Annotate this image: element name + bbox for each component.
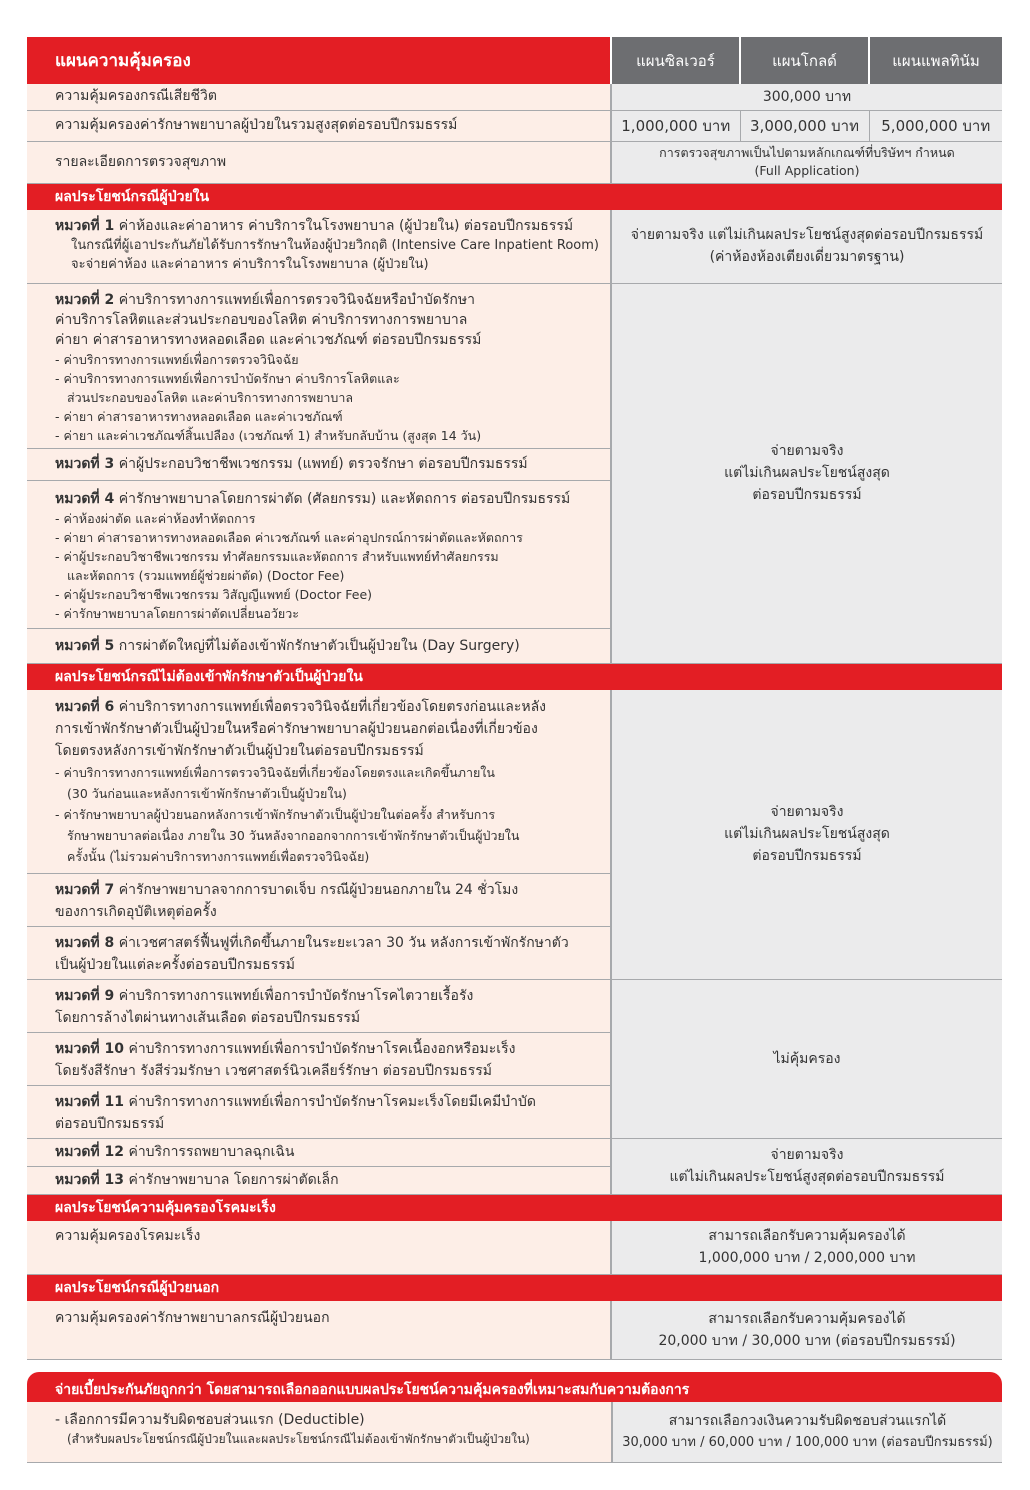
- category-1: [27, 210, 611, 283]
- section-header-cancer: [27, 1194, 1002, 1221]
- plan-silver-header: แผนซิลเวอร์: [611, 37, 740, 84]
- category-prefix: หมวดที่ 8: [55, 934, 115, 951]
- category-text: ค่าบริการทางการแพทย์เพื่อการบำบัดรักษาโรคเนื้องอกหรือมะเร็ง: [128, 1040, 516, 1057]
- section-title: ผลประโยชน์ความคุ้มครองโรคมะเร็ง: [27, 1194, 1002, 1221]
- category-9: [27, 979, 611, 1032]
- category-sub: รักษาพยาบาลต่อเนื่อง ภายใน 30 วันหลังจากออกจากการเข้าพักรักษาตัวเป็นผู้ป่วยใน: [67, 828, 520, 843]
- category-12: [27, 1138, 611, 1166]
- category-text: ค่ารักษาพยาบาลจากการบาดเจ็บ กรณีผู้ป่วยนอกภายใน 24 ชั่วโมง: [118, 881, 519, 898]
- section-title: ผลประโยชน์กรณีไม่ต้องเข้าพักรักษาตัวเป็นผู้ป่วยใน: [27, 663, 1002, 690]
- table-row: [27, 141, 1002, 183]
- category-sub: จะจ่ายค่าห้อง และค่าอาหาร ค่าบริการในโรงพยาบาล (ผู้ป่วยใน): [71, 257, 429, 272]
- table-title: แผนความคุ้มครอง: [27, 37, 611, 84]
- table-header: [27, 37, 1002, 84]
- deductible-label: - เลือกการมีความรับผิดชอบส่วนแรก (Deductible): [55, 1411, 365, 1428]
- silver-max-value: 1,000,000 บาท: [611, 110, 740, 141]
- category-sub: - ค่ายา ค่าสารอาหารทางหลอดเลือด ค่าเวชภัณฑ์ และค่าอุปกรณ์การผ่าตัดและหัตถการ: [55, 529, 523, 545]
- table-row: [27, 1138, 1002, 1166]
- category-text: ค่าบริการทางการแพทย์เพื่อการบำบัดรักษาโรคมะเร็งโดยมีเคมีบำบัด: [128, 1093, 536, 1110]
- value-line: สามารถเลือกรับความคุ้มครองได้: [708, 1310, 906, 1327]
- category-12-13-value: [611, 1138, 1002, 1194]
- category-text: การเข้าพักรักษาตัวเป็นผู้ป่วยในหรือค่ารักษาพยาบาลผู้ป่วยนอกต่อเนื่องที่เกี่ยวข้อง: [55, 721, 538, 737]
- category-sub: - ค่าห้องผ่าตัด และค่าห้องทำหัตถการ: [55, 510, 256, 526]
- table-row: [27, 690, 1002, 873]
- category-text: การผ่าตัดใหญ่ที่ไม่ต้องเข้าพักรักษาตัวเป็นผู้ป่วยใน (Day Surgery): [118, 637, 520, 654]
- deductible-note: (สำหรับผลประโยชน์กรณีผู้ป่วยในและผลประโยชน์กรณีไม่ต้องเข้าพักรักษาตัวเป็นผู้ป่วยใน): [67, 1431, 530, 1446]
- value-line: ต่อรอบปีกรมธรรม์: [752, 487, 862, 503]
- death-value: 300,000 บาท: [611, 84, 1002, 110]
- deductible-banner: จ่ายเบี้ยประกันภัยถูกกว่า โดยสามารถเลือกออกแบบผลประโยชน์ความคุ้มครองที่เหมาะสมกับความต้องการ: [27, 1372, 1002, 1402]
- table-row: [27, 283, 1002, 448]
- section-title: ผลประโยชน์กรณีผู้ป่วยนอก: [27, 1274, 1002, 1301]
- category-3: [27, 448, 611, 480]
- category-prefix: หมวดที่ 1: [55, 218, 115, 234]
- category-sub: - ค่าบริการทางการแพทย์เพื่อการตรวจวินิจฉัย: [55, 351, 299, 367]
- health-check-label: รายละเอียดการตรวจสุขภาพ: [27, 141, 611, 183]
- category-text: ค่าเวชศาสตร์ฟื้นฟูที่เกิดขึ้นภายในระยะเวลา 30 วัน หลังการเข้าพักรักษาตัว: [118, 934, 569, 951]
- category-sub: ครั้งนั้น (ไม่รวมค่าบริการทางการแพทย์เพื่อตรวจวินิจฉัย): [67, 849, 370, 864]
- deductible-label-cell: [27, 1402, 611, 1462]
- category-2: [27, 283, 611, 448]
- category-sub: ในกรณีที่ผู้เอาประกันภัยได้รับการรักษาในห้องผู้ป่วยวิกฤติ (Intensive Care Inpatient Room): [71, 238, 599, 253]
- category-text: ค่าห้องและค่าอาหาร ค่าบริการในโรงพยาบาล (ผู้ป่วยใน) ต่อรอบปีกรมธรรม์: [118, 218, 574, 234]
- category-10: [27, 1032, 611, 1085]
- category-text: โดยรังสีรักษา รังสีร่วมรักษา เวชศาสตร์นิวเคลียร์รักษา ต่อรอบปีกรมธรรม์: [55, 1062, 493, 1079]
- category-prefix: หมวดที่ 9: [55, 987, 115, 1004]
- section-title: ผลประโยชน์กรณีผู้ป่วยใน: [27, 183, 1002, 210]
- category-sub: - ค่ายา ค่าสารอาหารทางหลอดเลือด และค่าเวชภัณฑ์: [55, 408, 343, 424]
- category-sub: - ค่ารักษาพยาบาลโดยการผ่าตัดเปลี่ยนอวัยวะ: [55, 605, 299, 621]
- category-text: ต่อรอบปีกรมธรรม์: [55, 1115, 165, 1132]
- category-prefix: หมวดที่ 11: [55, 1093, 124, 1110]
- category-5: [27, 628, 611, 663]
- category-sub: - ค่าผู้ประกอบวิชาชีพเวชกรรม ทำศัลยกรรมและหัตถการ สำหรับแพทย์ทำศัลยกรรม: [55, 548, 499, 564]
- category-8: [27, 926, 611, 979]
- outpatient-label: ความคุ้มครองค่ารักษาพยาบาลกรณีผู้ป่วยนอก: [27, 1301, 611, 1359]
- category-text: ค่ารักษาพยาบาลโดยการผ่าตัด (ศัลยกรรม) และหัตถการ ต่อรอบปีกรมธรรม์: [118, 490, 571, 507]
- value-line: 30,000 บาท / 60,000 บาท / 100,000 บาท (ต่อรอบปีกรมธรรม์): [622, 1434, 993, 1450]
- cancer-value: [611, 1221, 1002, 1274]
- category-sub: - ค่าผู้ประกอบวิชาชีพเวชกรรม วิสัญญีแพทย์ (Doctor Fee): [55, 586, 373, 602]
- value-line: ต่อรอบปีกรมธรรม์: [752, 848, 862, 865]
- health-check-value: [611, 141, 1002, 183]
- category-6-8-value: [611, 690, 1002, 979]
- category-text: ค่าบริการทางการแพทย์เพื่อการบำบัดรักษาโรคไตวายเรื้อรัง: [118, 987, 474, 1004]
- category-text: ค่าบริการทางการแพทย์เพื่อการตรวจวินิจฉัยหรือบำบัดรักษา: [118, 291, 475, 308]
- cancer-label: ความคุ้มครองโรคมะเร็ง: [27, 1221, 611, 1274]
- section-header-outpatient: [27, 1274, 1002, 1301]
- health-check-line2: (Full Application): [754, 163, 860, 178]
- category-sub: - ค่ารักษาพยาบาลผู้ป่วยนอกหลังการเข้าพักรักษาตัวเป็นผู้ป่วยในต่อครั้ง สำหรับการ: [55, 807, 496, 822]
- category-sub: - ค่ายา และค่าเวชภัณฑ์สิ้นเปลือง (เวชภัณฑ์ 1) สำหรับกลับบ้าน (สูงสุด 14 วัน): [55, 427, 482, 443]
- value-line: 20,000 บาท / 30,000 บาท (ต่อรอบปีกรมธรรม์): [658, 1332, 956, 1349]
- category-sub: (30 วันก่อนและหลังการเข้าพักรักษาตัวเป็นผู้ป่วยใน): [67, 786, 347, 801]
- category-text: ค่าผู้ประกอบวิชาชีพเวชกรรม (แพทย์) ตรวจรักษา ต่อรอบปีกรมธรรม์: [118, 456, 528, 472]
- table-row: [27, 210, 1002, 283]
- value-line: แต่ไม่เกินผลประโยชน์สูงสุด: [724, 465, 890, 481]
- value-line: 1,000,000 บาท / 2,000,000 บาท: [698, 1250, 916, 1267]
- coverage-table-page: [27, 37, 1002, 1463]
- value-line: สามารถเลือกวงเงินความรับผิดชอบส่วนแรกได้: [668, 1412, 947, 1429]
- category-text: โดยตรงหลังการเข้าพักรักษาตัวเป็นผู้ป่วยในต่อรอบปีกรมธรรม์: [55, 743, 424, 759]
- category-text: ค่าบริการรถพยาบาลฉุกเฉิน: [128, 1144, 295, 1160]
- value-line: จ่ายตามจริง แต่ไม่เกินผลประโยชน์สูงสุดต่อรอบปีกรมธรรม์: [630, 227, 984, 244]
- category-text: ค่าบริการทางการแพทย์เพื่อตรวจวินิจฉัยที่เกี่ยวข้องโดยตรงก่อนและหลัง: [118, 699, 546, 715]
- category-11: [27, 1085, 611, 1138]
- death-label: ความคุ้มครองกรณีเสียชีวิต: [27, 84, 611, 110]
- category-9-11-value: ไม่คุ้มครอง: [611, 979, 1002, 1138]
- category-prefix: หมวดที่ 6: [55, 699, 115, 715]
- category-sub: - ค่าบริการทางการแพทย์เพื่อการบำบัดรักษา ค่าบริการโลหิตและ: [55, 370, 400, 386]
- category-text: ค่าบริการโลหิตและส่วนประกอบของโลหิต ค่าบริการทางการพยาบาล: [55, 311, 468, 328]
- table-row: [27, 1221, 1002, 1274]
- value-line: แต่ไม่เกินผลประโยชน์สูงสุด: [724, 826, 890, 843]
- gold-max-value: 3,000,000 บาท: [740, 110, 869, 141]
- category-prefix: หมวดที่ 10: [55, 1040, 124, 1057]
- max-annual-label: ความคุ้มครองค่ารักษาพยาบาลผู้ป่วยในรวมสูงสุดต่อรอบปีกรมธรรม์: [27, 110, 611, 141]
- category-sub: - ค่าบริการทางการแพทย์เพื่อการตรวจวินิจฉัยที่เกี่ยวข้องโดยตรงและเกิดขึ้นภายใน: [55, 765, 495, 780]
- value-line: สามารถเลือกรับความคุ้มครองได้: [708, 1228, 906, 1245]
- category-7: [27, 873, 611, 926]
- category-text: ค่ารักษาพยาบาล โดยการผ่าตัดเล็ก: [128, 1172, 339, 1188]
- table-row: [27, 110, 1002, 141]
- table-row: [27, 979, 1002, 1032]
- plan-platinum-header: แผนแพลทินัม: [869, 37, 1002, 84]
- category-sub: ส่วนประกอบของโลหิต และค่าบริการทางการพยาบาล: [67, 389, 354, 405]
- value-line: จ่ายตามจริง: [770, 1147, 844, 1163]
- category-4: [27, 480, 611, 628]
- category-2-5-value: [611, 283, 1002, 663]
- plan-gold-header: แผนโกลด์: [740, 37, 869, 84]
- value-line: จ่ายตามจริง: [770, 804, 844, 821]
- coverage-table: [27, 37, 1002, 1360]
- platinum-max-value: 5,000,000 บาท: [869, 110, 1002, 141]
- category-13: [27, 1166, 611, 1194]
- deductible-value: [611, 1402, 1002, 1462]
- outpatient-value: [611, 1301, 1002, 1359]
- value-line: แต่ไม่เกินผลประโยชน์สูงสุดต่อรอบปีกรมธรรม์: [669, 1169, 945, 1185]
- deductible-row: [27, 1402, 1002, 1463]
- category-text: ค่ายา ค่าสารอาหารทางหลอดเลือด และค่าเวชภัณฑ์ ต่อรอบปีกรมธรรม์: [55, 331, 482, 348]
- category-prefix: หมวดที่ 4: [55, 490, 115, 507]
- health-check-line1: การตรวจสุขภาพเป็นไปตามหลักเกณฑ์ที่บริษัทฯ กำหนด: [659, 145, 955, 160]
- value-line: จ่ายตามจริง: [770, 443, 844, 459]
- category-text: ของการเกิดอุบัติเหตุต่อครั้ง: [55, 903, 217, 920]
- value-line: (ค่าห้องห้องเตียงเดี่ยวมาตรฐาน): [709, 249, 905, 266]
- category-prefix: หมวดที่ 13: [55, 1172, 124, 1188]
- category-prefix: หมวดที่ 3: [55, 456, 115, 472]
- section-header-inpatient: [27, 183, 1002, 210]
- category-prefix: หมวดที่ 12: [55, 1144, 124, 1160]
- category-prefix: หมวดที่ 5: [55, 637, 115, 654]
- category-1-value: [611, 210, 1002, 283]
- category-text: เป็นผู้ป่วยในแต่ละครั้งต่อรอบปีกรมธรรม์: [55, 956, 295, 973]
- category-prefix: หมวดที่ 2: [55, 291, 115, 308]
- category-sub: และหัตถการ (รวมแพทย์ผู้ช่วยผ่าตัด) (Doctor Fee): [67, 567, 345, 583]
- category-prefix: หมวดที่ 7: [55, 881, 115, 898]
- table-row: [27, 1301, 1002, 1359]
- section-header-non-admit: [27, 663, 1002, 690]
- table-row: [27, 84, 1002, 110]
- category-text: โดยการล้างไตผ่านทางเส้นเลือด ต่อรอบปีกรมธรรม์: [55, 1009, 361, 1026]
- category-6: [27, 690, 611, 873]
